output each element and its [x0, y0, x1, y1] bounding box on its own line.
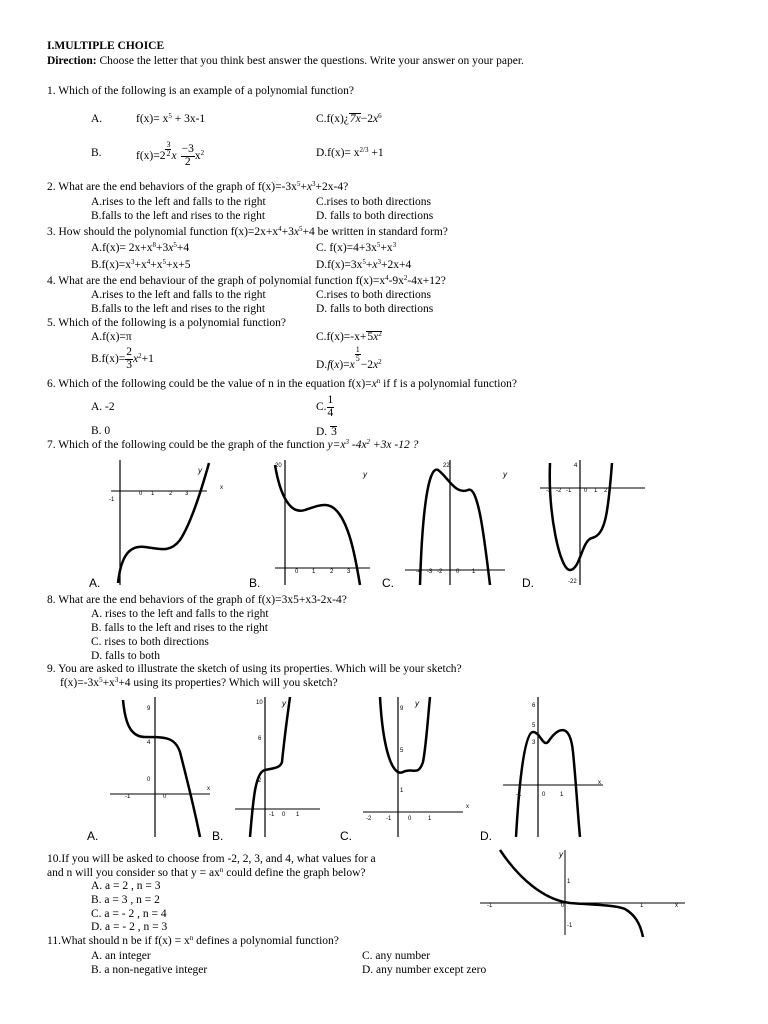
svg-text:1: 1 — [312, 569, 316, 575]
q4-c: C.rises to both directions — [316, 289, 431, 301]
svg-text:2: 2 — [330, 569, 334, 575]
svg-text:1: 1 — [400, 788, 404, 794]
svg-text:-3: -3 — [546, 488, 552, 494]
svg-text:0: 0 — [408, 816, 412, 822]
q10-c: C. a = - 2 , n = 4 — [91, 908, 167, 920]
q4-a: A.rises to the left and falls to the right — [91, 289, 266, 301]
q4-stem: 4. What are the end behaviour of the graph of polynomial function $f(x)=x^4-9x^2-4x+12$? — [47, 274, 446, 287]
q10-a: A. a = 2 , n = 3 — [91, 880, 161, 892]
svg-text:0: 0 — [139, 491, 143, 497]
svg-text:6: 6 — [532, 703, 536, 709]
q7-label-d: D. — [522, 576, 534, 590]
q1-b-letter: B. — [91, 147, 102, 159]
q5-stem: 5. Which of the following is a polynomial function? — [47, 317, 287, 329]
svg-text:y: y — [415, 699, 419, 708]
svg-text:3: 3 — [185, 491, 189, 497]
q10-stem: 10.If you will be asked to choose from -2, 2, 3, and 4, what values for a — [47, 853, 376, 865]
q4-b: B.falls to the left and rises to the right — [91, 303, 266, 315]
svg-text:-2: -2 — [556, 488, 562, 494]
svg-text:10: 10 — [256, 700, 263, 706]
svg-text:1: 1 — [428, 816, 432, 822]
q1-stem: 1. Which of the following is an example of a polynomial function? — [47, 85, 355, 97]
q8-c: C. rises to both directions — [91, 636, 209, 648]
q1-c-expr: $C.f(x)¿7x-2x^6$ — [316, 112, 382, 125]
q1-b-expr: f(x)=2 $\frac{3}{2}$ x $\frac{-3}{2}$ $x^2$ — [136, 140, 205, 168]
q7-graph-a — [85, 455, 225, 590]
q2-c: C.rises to both directions — [316, 196, 431, 208]
q11-a: A. an integer — [91, 950, 151, 962]
svg-text:4: 4 — [574, 463, 578, 469]
svg-text:x: x — [207, 786, 210, 792]
q11-b: B. a non-negative integer — [91, 964, 208, 976]
svg-text:9: 9 — [400, 706, 404, 712]
svg-text:1: 1 — [151, 491, 155, 497]
svg-text:0: 0 — [163, 794, 167, 800]
q5-b: B.f(x)= $\frac{2}{3}$ $x^2+1$ — [91, 346, 154, 371]
q10-stem2: and n will you consider so that $y = ax^n$ could define the graph below? — [47, 866, 366, 879]
q8-a: A. rises to the left and falls to the right — [91, 608, 269, 620]
svg-text:0: 0 — [295, 569, 299, 575]
q9-stem: 9. You are asked to illustrate the sketch of using its properties. Which will be your sketch? — [47, 663, 462, 675]
q8-stem: 8. What are the end behaviors of the graph of f(x)=3x5+x3-2x-4? — [47, 594, 347, 606]
q1-a-letter: A. — [91, 113, 103, 125]
q7-stem: 7. Which of the following could be the graph of the function $y=x^3$ $-4x^2 +3x$ -12 ? — [47, 438, 419, 451]
q9-label-c: C. — [340, 829, 352, 842]
svg-text:-1: -1 — [487, 903, 493, 909]
q7-label-b: B. — [249, 576, 261, 590]
svg-text:0: 0 — [147, 777, 151, 783]
svg-text:5: 5 — [532, 723, 536, 729]
svg-text:-1: -1 — [125, 794, 131, 800]
svg-text:3: 3 — [532, 740, 536, 746]
svg-text:0: 0 — [561, 903, 565, 909]
direction-text: Choose the letter that you think best answer the questions. Write your answer on your paper. — [96, 55, 524, 67]
q9-stem2: $f(x)=-3x^5+x^3+4$ using its properties? Which will you sketch? — [60, 676, 338, 689]
svg-text:-3: -3 — [427, 569, 433, 575]
q3-b: $B.f(x)=x^3+x^4+x^5+x+5$ — [91, 258, 191, 271]
svg-text:-1: -1 — [269, 812, 275, 818]
q9-graph-c — [338, 692, 473, 842]
q9-graph-a — [85, 692, 220, 842]
direction-line — [47, 56, 524, 68]
q3-stem: 3. How should the polynomial function $f(x)=2x+x^4+3x^5+4$ be written in standard form? — [47, 225, 448, 238]
svg-text:-22: -22 — [568, 579, 577, 585]
svg-text:0: 0 — [584, 488, 588, 494]
q4-d: D. falls to both directions — [316, 303, 434, 315]
q11-c: C. any number — [362, 950, 431, 962]
svg-text:y: y — [198, 466, 202, 475]
svg-text:x: x — [598, 780, 601, 786]
q7-graph-d — [520, 455, 655, 590]
q2-b: B.falls to the left and rises to the right — [91, 210, 266, 222]
svg-text:1: 1 — [567, 879, 571, 885]
svg-text:-1: -1 — [566, 488, 572, 494]
q8-d: D. falls to both — [91, 650, 160, 662]
q2-stem: 2. What are the end behaviors of the graph of $f(x)=-3x^5+x^3+2x-4$? — [47, 180, 349, 193]
svg-text:-4: -4 — [416, 569, 422, 575]
svg-text:x: x — [466, 804, 469, 810]
svg-text:0: 0 — [456, 569, 460, 575]
svg-text:y: y — [363, 470, 367, 479]
q7-graph-c — [380, 455, 515, 590]
svg-text:1: 1 — [594, 488, 598, 494]
svg-text:5: 5 — [400, 748, 404, 754]
q11-d: D. any number except zero — [362, 964, 487, 976]
svg-text:0: 0 — [282, 812, 286, 818]
q3-c: C. $f(x)=4+3x^5+x^3$ — [316, 241, 397, 254]
svg-text:20: 20 — [275, 463, 282, 469]
svg-text:1: 1 — [296, 812, 300, 818]
section-title: I.MULTIPLE CHOICE — [47, 40, 165, 52]
svg-text:1: 1 — [640, 903, 644, 909]
q6-c: C. $\frac{1}{4}$ — [316, 394, 334, 419]
q9-label-b: B. — [212, 829, 224, 842]
svg-text:0: 0 — [542, 792, 546, 798]
q10-b: B. a = 3 , n = 2 — [91, 894, 160, 906]
q6-d: D. 3 — [316, 426, 337, 438]
q3-d: $D.f(x)=3x^5+x^3+2x+4$ — [316, 258, 412, 271]
q5-a: A.f(x)=π — [91, 331, 132, 343]
svg-text:3: 3 — [347, 569, 351, 575]
q7-label-a: A. — [89, 576, 101, 590]
svg-text:6: 6 — [258, 736, 262, 742]
q10-graph — [475, 845, 693, 940]
svg-text:4: 4 — [147, 740, 151, 746]
q8-b: B. falls to the left and rises to the right — [91, 622, 268, 634]
svg-text:-1: -1 — [567, 923, 573, 929]
svg-text:x: x — [220, 485, 223, 491]
svg-text:y: y — [503, 470, 507, 479]
svg-text:-1: -1 — [516, 792, 522, 798]
q6-a: A. -2 — [91, 401, 115, 413]
q6-stem: 6. Which of the following could be the value of n in the equation $f(x)=x^n$ if f is a polynomial function? — [47, 377, 517, 390]
direction-label: Direction: — [47, 55, 97, 67]
q1-a-expr: $f(x)= x^5 + 3x-1$ — [136, 112, 206, 125]
svg-text:1: 1 — [472, 569, 476, 575]
svg-text:9: 9 — [147, 706, 151, 712]
q1-d-expr: $D.f(x)= x^{2/3} +1$ — [316, 146, 384, 159]
svg-text:2: 2 — [169, 491, 173, 497]
q6-b: B. 0 — [91, 425, 111, 437]
q10-d: D. a = - 2 , n = 3 — [91, 921, 168, 933]
svg-text:-2: -2 — [437, 569, 443, 575]
svg-text:1: 1 — [560, 792, 564, 798]
q7-graph-b — [245, 455, 385, 590]
q9-label-a: A. — [87, 829, 99, 842]
q9-graph-d — [478, 692, 613, 842]
svg-text:2: 2 — [258, 778, 262, 784]
q7-label-c: C. — [382, 576, 394, 590]
q3-a: $A.f(x)= 2x+x^8+3x^5+4$ — [91, 241, 190, 254]
q5-d: D.f(x)=x $\frac{1}{5}$ $-2x^2$ — [316, 345, 382, 371]
q2-d: D. falls to both directions — [316, 210, 434, 222]
q9-graph-b — [210, 692, 340, 842]
svg-text:-2: -2 — [366, 816, 372, 822]
svg-text:y: y — [559, 850, 563, 859]
svg-text:22: 22 — [443, 463, 450, 469]
svg-text:-1: -1 — [386, 816, 392, 822]
svg-text:-1: -1 — [109, 497, 115, 503]
svg-text:2: 2 — [604, 488, 608, 494]
svg-text:y: y — [282, 699, 286, 708]
q5-c: $C.f(x)=-x+5x^2$ — [316, 330, 382, 343]
q11-stem: 11.What should n be if $f(x) = x^n$ defines a polynomial function? — [47, 934, 339, 947]
svg-text:x: x — [675, 903, 678, 909]
q2-a: A.rises to the left and falls to the right — [91, 196, 266, 208]
q9-label-d: D. — [480, 829, 492, 842]
